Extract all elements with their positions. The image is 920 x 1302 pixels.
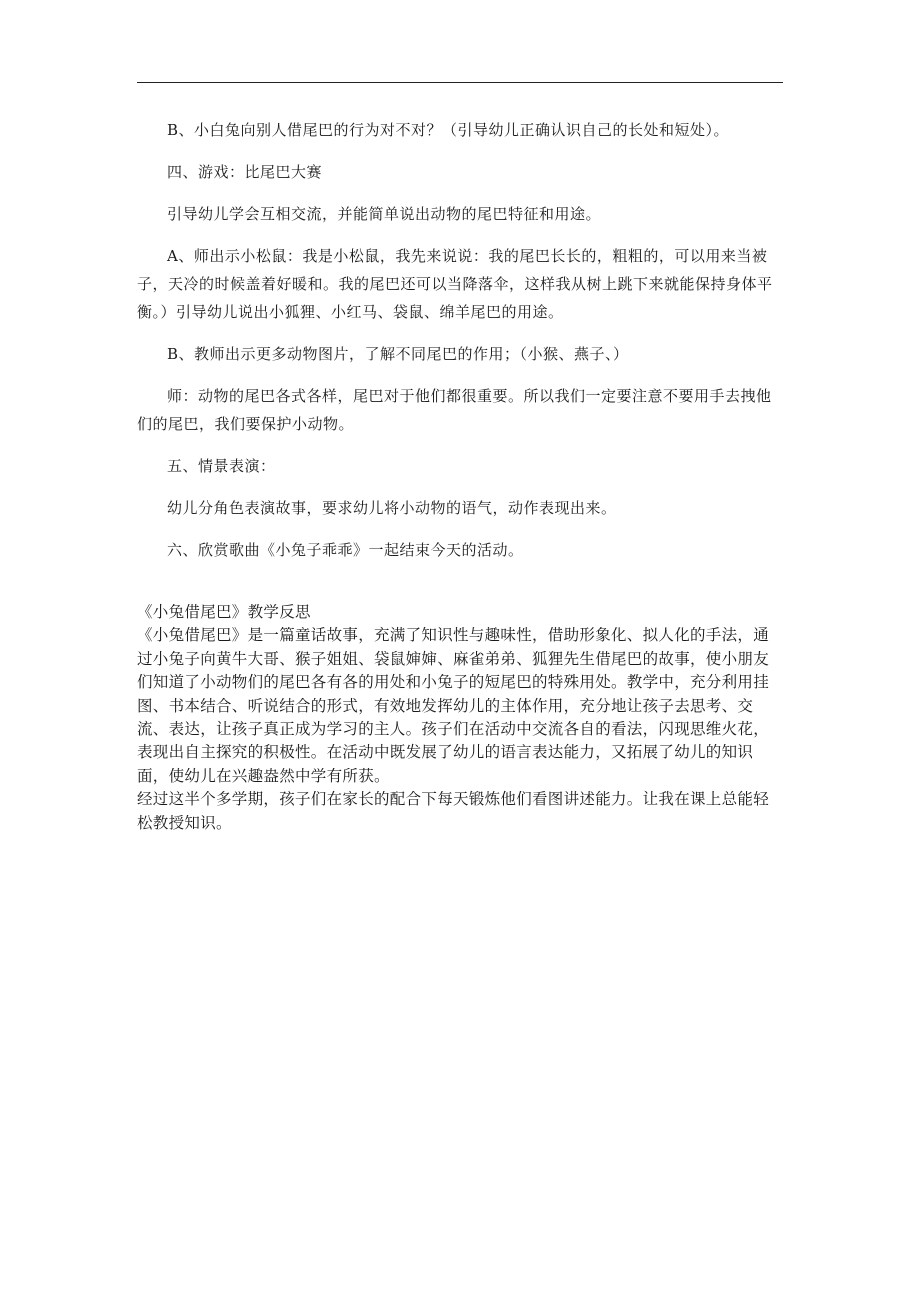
heading-game: 四、游戏：比尾巴大赛 <box>167 163 323 181</box>
header-rule <box>137 82 783 83</box>
paragraph-song: 六、欣赏歌曲《小兔子乖乖》一起结束今天的活动。 <box>167 541 524 559</box>
heading-performance: 五、情景表演： <box>167 457 276 475</box>
paragraph-game-guide: 引导幼儿学会互相交流，并能简单说出动物的尾巴特征和用途。 <box>167 205 602 223</box>
lesson-section <box>137 116 783 578</box>
reflection-body: 《小兔借尾巴》是一篇童话故事，充满了知识性与趣味性，借助形象化、拟人化的手法，通过小兔子向黄牛大哥、猴子姐姐、袋鼠婶婶、麻雀弟弟、狐狸先生借尾巴的故事，使小朋友们知道了小动物们的尾巴各有各的用处和小兔子的短尾巴的特殊用处。教学中，充分利用挂图、书本结合、听说结合的形式，有效地发挥幼儿的主体作用，充分地让孩子去思考、交流、表达，让孩子真正成为学习的主人。孩子们在活动中交流各自的看法，闪现思维火花，表现出自主探究的积极性。在活动中既发展了幼儿的语言表达能力，又拓展了幼儿的知识面，使幼儿在兴趣盎然中学有所获。 <box>137 626 770 785</box>
paragraph-more-animals: B、教师出示更多动物图片，了解不同尾巴的作用；（小猴、燕子、） <box>167 345 629 363</box>
paragraph-rabbit-question: B、小白兔向别人借尾巴的行为对不对？（引导幼儿正确认识自己的长处和短处）。 <box>167 121 730 139</box>
paragraph-role-play: 幼儿分角色表演故事，要求幼儿将小动物的语气，动作表现出来。 <box>167 499 617 517</box>
paragraph-teacher-summary: 师：动物的尾巴各式各样，尾巴对于他们都很重要。所以我们一定要注意不要用手去拽他们的尾巴，我们要保护小动物。 <box>137 387 772 433</box>
reflection-closing: 经过这半个多学期，孩子们在家长的配合下每天锻炼他们看图讲述能力。让我在课上总能轻松教授知识。 <box>137 790 770 832</box>
reflection-section <box>137 601 783 835</box>
paragraph-squirrel: A、师出示小松鼠：我是小松鼠，我先来说说：我的尾巴长长的，粗粗的，可以用来当被子，天冷的时候盖着好暖和。我的尾巴还可以当降落伞，这样我从树上跳下来就能保持身体平衡。）引导幼儿说出小狐狸、小红马、袋鼠、绵羊尾巴的用途。 <box>137 247 773 321</box>
reflection-title: 《小兔借尾巴》教学反思 <box>137 603 311 621</box>
